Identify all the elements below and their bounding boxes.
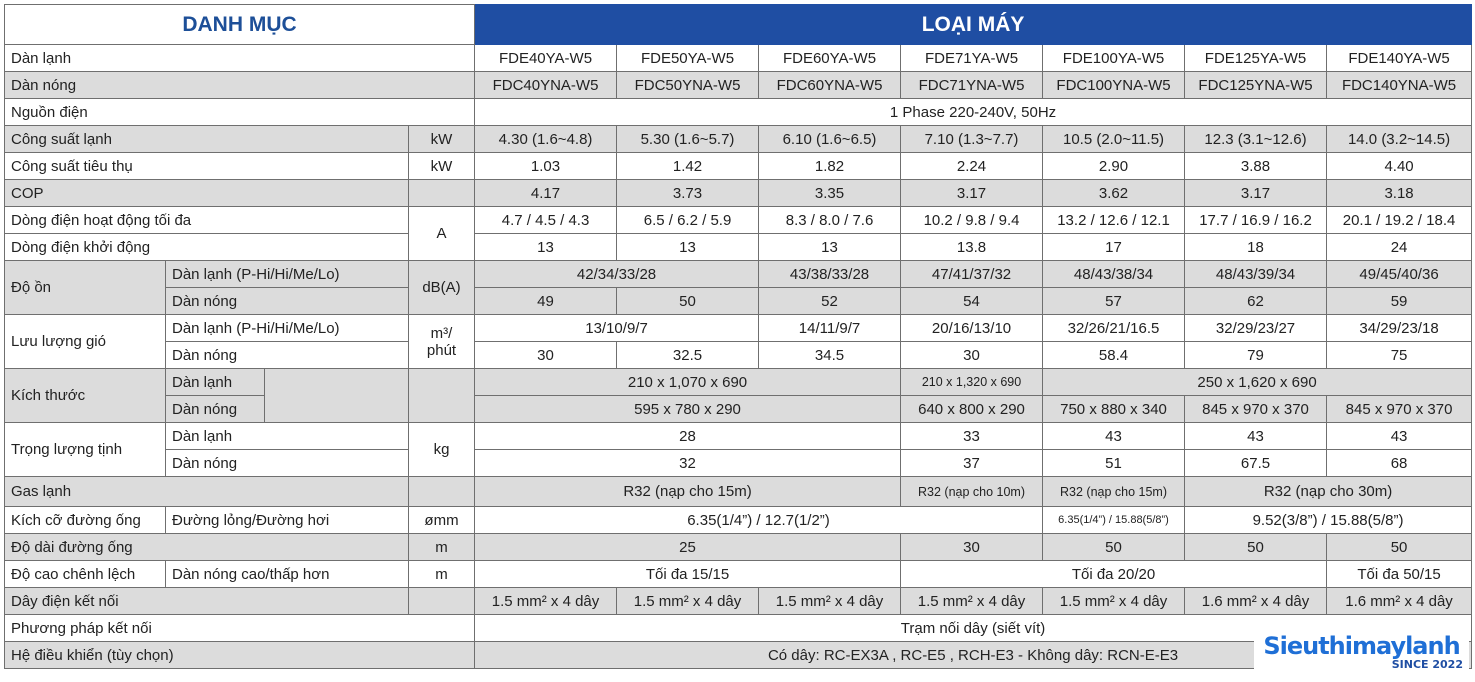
cell: 6.35(1/4”) / 12.7(1/2”) — [475, 507, 1043, 534]
cell: 13 — [475, 234, 617, 261]
outdoor-model-row — [5, 72, 1472, 99]
cell: 3.17 — [1185, 180, 1327, 207]
row-label: Dàn lạnh — [5, 45, 475, 72]
cell: 52 — [759, 288, 901, 315]
model-type-header: LOẠI MÁY — [475, 5, 1472, 45]
row-label: Nguồn điện — [5, 99, 475, 126]
cell: 20/16/13/10 — [901, 315, 1043, 342]
row-label: Phương pháp kết nối — [5, 615, 475, 642]
unit-cell — [409, 315, 475, 369]
cell: Tối đa 20/20 — [901, 561, 1327, 588]
max-current-row — [5, 207, 1472, 234]
power-source-row — [5, 99, 1472, 126]
row-label: Kích thước — [5, 369, 166, 423]
cell: 30 — [901, 534, 1043, 561]
cell: 3.73 — [617, 180, 759, 207]
sub-label: Dàn nóng — [166, 288, 409, 315]
cell: 79 — [1185, 342, 1327, 369]
cell: 1.03 — [475, 153, 617, 180]
cell: 32/29/23/27 — [1185, 315, 1327, 342]
cell: FDC100YNA-W5 — [1043, 72, 1185, 99]
cell: 59 — [1327, 288, 1472, 315]
cell: 9.52(3/8”) / 15.88(5/8”) — [1185, 507, 1472, 534]
cell: FDE125YA-W5 — [1185, 45, 1327, 72]
cell: 17 — [1043, 234, 1185, 261]
cell: 210 x 1,070 x 690 — [475, 369, 901, 396]
cell: 49/45/40/36 — [1327, 261, 1472, 288]
cell: 75 — [1327, 342, 1472, 369]
cell: 1 Phase 220-240V, 50Hz — [475, 99, 1472, 126]
cell: 2.24 — [901, 153, 1043, 180]
cell: 1.6 mm² x 4 dây — [1185, 588, 1327, 615]
cell: 17.7 / 16.9 / 16.2 — [1185, 207, 1327, 234]
cell: 68 — [1327, 450, 1472, 477]
cell: FDC40YNA-W5 — [475, 72, 617, 99]
row-label: Trọng lượng tịnh — [5, 423, 166, 477]
pipe-size-row — [5, 507, 1472, 534]
cell: Tối đa 15/15 — [475, 561, 901, 588]
cell: 4.7 / 4.5 / 4.3 — [475, 207, 617, 234]
cell: 1.5 mm² x 4 dây — [759, 588, 901, 615]
cell: 37 — [901, 450, 1043, 477]
cell: 3.62 — [1043, 180, 1185, 207]
airflow-indoor-row — [5, 315, 1472, 342]
unit-cell: dB(A) — [409, 261, 475, 315]
cell: 1.6 mm² x 4 dây — [1327, 588, 1472, 615]
cell: 10.5 (2.0~11.5) — [1043, 126, 1185, 153]
unit-cell: ømm — [409, 507, 475, 534]
cell: 4.40 — [1327, 153, 1472, 180]
dimensions-outdoor-row — [5, 396, 1472, 423]
cell: 43 — [1043, 423, 1185, 450]
cell: 13 — [617, 234, 759, 261]
cell: 67.5 — [1185, 450, 1327, 477]
cell: FDE140YA-W5 — [1327, 45, 1472, 72]
unit-top: m³/ — [430, 324, 453, 342]
cell: 3.17 — [901, 180, 1043, 207]
row-label: Gas lạnh — [5, 477, 409, 507]
cell: 7.10 (1.3~7.7) — [901, 126, 1043, 153]
cell: 32.5 — [617, 342, 759, 369]
row-label: Lưu lượng gió — [5, 315, 166, 369]
cell: 18 — [1185, 234, 1327, 261]
cell: 57 — [1043, 288, 1185, 315]
cell: 49 — [475, 288, 617, 315]
cell: FDE50YA-W5 — [617, 45, 759, 72]
cell: 4.17 — [475, 180, 617, 207]
cell: 750 x 880 x 340 — [1043, 396, 1185, 423]
category-header: DANH MỤC — [5, 5, 475, 45]
cell: FDC71YNA-W5 — [901, 72, 1043, 99]
cell: 50 — [1185, 534, 1327, 561]
sub-label: Dàn lạnh (P-Hi/Hi/Me/Lo) — [166, 261, 409, 288]
cell: 62 — [1185, 288, 1327, 315]
cell: Trạm nối dây (siết vít) — [475, 615, 1472, 642]
cell: 13.2 / 12.6 / 12.1 — [1043, 207, 1185, 234]
cell: 14.0 (3.2~14.5) — [1327, 126, 1472, 153]
cell: 43/38/33/28 — [759, 261, 901, 288]
cell: 1.42 — [617, 153, 759, 180]
cell: FDC140YNA-W5 — [1327, 72, 1472, 99]
cell: 6.10 (1.6~6.5) — [759, 126, 901, 153]
cell: 8.3 / 8.0 / 7.6 — [759, 207, 901, 234]
row-label: Dòng điện hoạt động tối đa — [5, 207, 409, 234]
unit-cell: kW — [409, 153, 475, 180]
noise-outdoor-row — [5, 288, 1472, 315]
cell: 640 x 800 x 290 — [901, 396, 1043, 423]
cell: R32 (nạp cho 30m) — [1185, 477, 1472, 507]
cell: 13/10/9/7 — [475, 315, 759, 342]
unit-cell — [409, 477, 475, 507]
row-label: Dây điện kết nối — [5, 588, 409, 615]
cell: 1.5 mm² x 4 dây — [901, 588, 1043, 615]
row-label: Công suất tiêu thụ — [5, 153, 409, 180]
cell: 1.5 mm² x 4 dây — [1043, 588, 1185, 615]
cell: 54 — [901, 288, 1043, 315]
unit-cell — [409, 369, 475, 423]
brand-logo — [1254, 630, 1469, 674]
row-label: Công suất lạnh — [5, 126, 409, 153]
cell: 13 — [759, 234, 901, 261]
row-label: Hệ điều khiển (tùy chọn) — [5, 642, 475, 669]
cell: 50 — [1043, 534, 1185, 561]
unit-bottom: phút — [426, 341, 457, 359]
logo-brand-text: Sieuthimaylanh — [1263, 632, 1460, 660]
unit-cell — [409, 588, 475, 615]
cell: 34/29/23/18 — [1327, 315, 1472, 342]
row-label: Độ cao chênh lệch — [5, 561, 166, 588]
weight-indoor-row — [5, 423, 1472, 450]
sub-label: Đường lỏng/Đường hơi — [166, 507, 409, 534]
cell: 1.82 — [759, 153, 901, 180]
cell: FDE40YA-W5 — [475, 45, 617, 72]
cell: 1.5 mm² x 4 dây — [475, 588, 617, 615]
cell: 30 — [475, 342, 617, 369]
cell: 12.3 (3.1~12.6) — [1185, 126, 1327, 153]
cell: 58.4 — [1043, 342, 1185, 369]
cell: Tối đa 50/15 — [1327, 561, 1472, 588]
cell: 47/41/37/32 — [901, 261, 1043, 288]
airflow-outdoor-row — [5, 342, 1472, 369]
sub-label: Dàn nóng cao/thấp hơn — [166, 561, 409, 588]
cell: 32/26/21/16.5 — [1043, 315, 1185, 342]
height-diff-row — [5, 561, 1472, 588]
unit-cell: m — [409, 561, 475, 588]
row-label: Độ ồn — [5, 261, 166, 315]
cell: 20.1 / 19.2 / 18.4 — [1327, 207, 1472, 234]
sub-label: Dàn lạnh — [166, 423, 409, 450]
cell: 6.35(1/4”) / 15.88(5/8”) — [1043, 507, 1185, 534]
cell: 32 — [475, 450, 901, 477]
row-label: Dàn nóng — [5, 72, 475, 99]
cell: 3.18 — [1327, 180, 1472, 207]
weight-outdoor-row — [5, 450, 1472, 477]
cell: 595 x 780 x 290 — [475, 396, 901, 423]
unit-cell: m — [409, 534, 475, 561]
cell: 34.5 — [759, 342, 901, 369]
sub-label: Dàn nóng — [166, 396, 265, 423]
logo-since-text: SINCE 2022 — [1391, 658, 1463, 671]
sub-label: Dàn nóng — [166, 450, 409, 477]
unit-cell: A — [409, 207, 475, 261]
sub-label: Dàn nóng — [166, 342, 409, 369]
cell: 43 — [1327, 423, 1472, 450]
row-label: Độ dài đường ống — [5, 534, 409, 561]
cell: R32 (nạp cho 10m) — [901, 477, 1043, 507]
cell: 24 — [1327, 234, 1472, 261]
row-label: Dòng điện khởi động — [5, 234, 409, 261]
cooling-capacity-row — [5, 126, 1472, 153]
cell: 30 — [901, 342, 1043, 369]
unit-cell: kg — [409, 423, 475, 477]
cell: 42/34/33/28 — [475, 261, 759, 288]
cell: 845 x 970 x 370 — [1327, 396, 1472, 423]
cell: FDE60YA-W5 — [759, 45, 901, 72]
start-current-row — [5, 234, 1472, 261]
cell: 5.30 (1.6~5.7) — [617, 126, 759, 153]
spec-table — [4, 4, 1472, 669]
cell: 4.30 (1.6~4.8) — [475, 126, 617, 153]
cell: R32 (nạp cho 15m) — [1043, 477, 1185, 507]
cell: FDC50YNA-W5 — [617, 72, 759, 99]
cell: 845 x 970 x 370 — [1185, 396, 1327, 423]
cell: 33 — [901, 423, 1043, 450]
cell: 2.90 — [1043, 153, 1185, 180]
sub-label: Dàn lạnh (P-Hi/Hi/Me/Lo) — [166, 315, 409, 342]
empty-cell — [265, 369, 409, 423]
cell: 43 — [1185, 423, 1327, 450]
row-label: Kích cỡ đường ống — [5, 507, 166, 534]
cell: R32 (nạp cho 15m) — [475, 477, 901, 507]
cell: 1.5 mm² x 4 dây — [617, 588, 759, 615]
cell: FDE100YA-W5 — [1043, 45, 1185, 72]
refrigerant-row — [5, 477, 1472, 507]
cell: FDC60YNA-W5 — [759, 72, 901, 99]
indoor-model-row — [5, 45, 1472, 72]
cell: 3.35 — [759, 180, 901, 207]
dimensions-indoor-row — [5, 369, 1472, 396]
cell: 50 — [1327, 534, 1472, 561]
cell: 6.5 / 6.2 / 5.9 — [617, 207, 759, 234]
cell: FDE71YA-W5 — [901, 45, 1043, 72]
cell: 48/43/39/34 — [1185, 261, 1327, 288]
wiring-row — [5, 588, 1472, 615]
cell: 10.2 / 9.8 / 9.4 — [901, 207, 1043, 234]
cell: 51 — [1043, 450, 1185, 477]
unit-cell: kW — [409, 126, 475, 153]
cell: Có dây: RC-EX3A , RC-E5 , RCH-E3 - Không dây: RCN-E-E3 — [475, 642, 1472, 669]
cell: 50 — [617, 288, 759, 315]
pipe-length-row — [5, 534, 1472, 561]
cell: 13.8 — [901, 234, 1043, 261]
noise-indoor-row — [5, 261, 1472, 288]
cop-row — [5, 180, 1472, 207]
power-consumption-row — [5, 153, 1472, 180]
cell: 250 x 1,620 x 690 — [1043, 369, 1472, 396]
cell: 48/43/38/34 — [1043, 261, 1185, 288]
cell: 210 x 1,320 x 690 — [901, 369, 1043, 396]
sub-label: Dàn lạnh — [166, 369, 265, 396]
cell: 25 — [475, 534, 901, 561]
cell: 3.88 — [1185, 153, 1327, 180]
connection-row — [5, 615, 1472, 642]
cell: FDC125YNA-W5 — [1185, 72, 1327, 99]
cell: 14/11/9/7 — [759, 315, 901, 342]
controller-row — [5, 642, 1472, 669]
cell: 28 — [475, 423, 901, 450]
unit-cell — [409, 180, 475, 207]
row-label: COP — [5, 180, 409, 207]
